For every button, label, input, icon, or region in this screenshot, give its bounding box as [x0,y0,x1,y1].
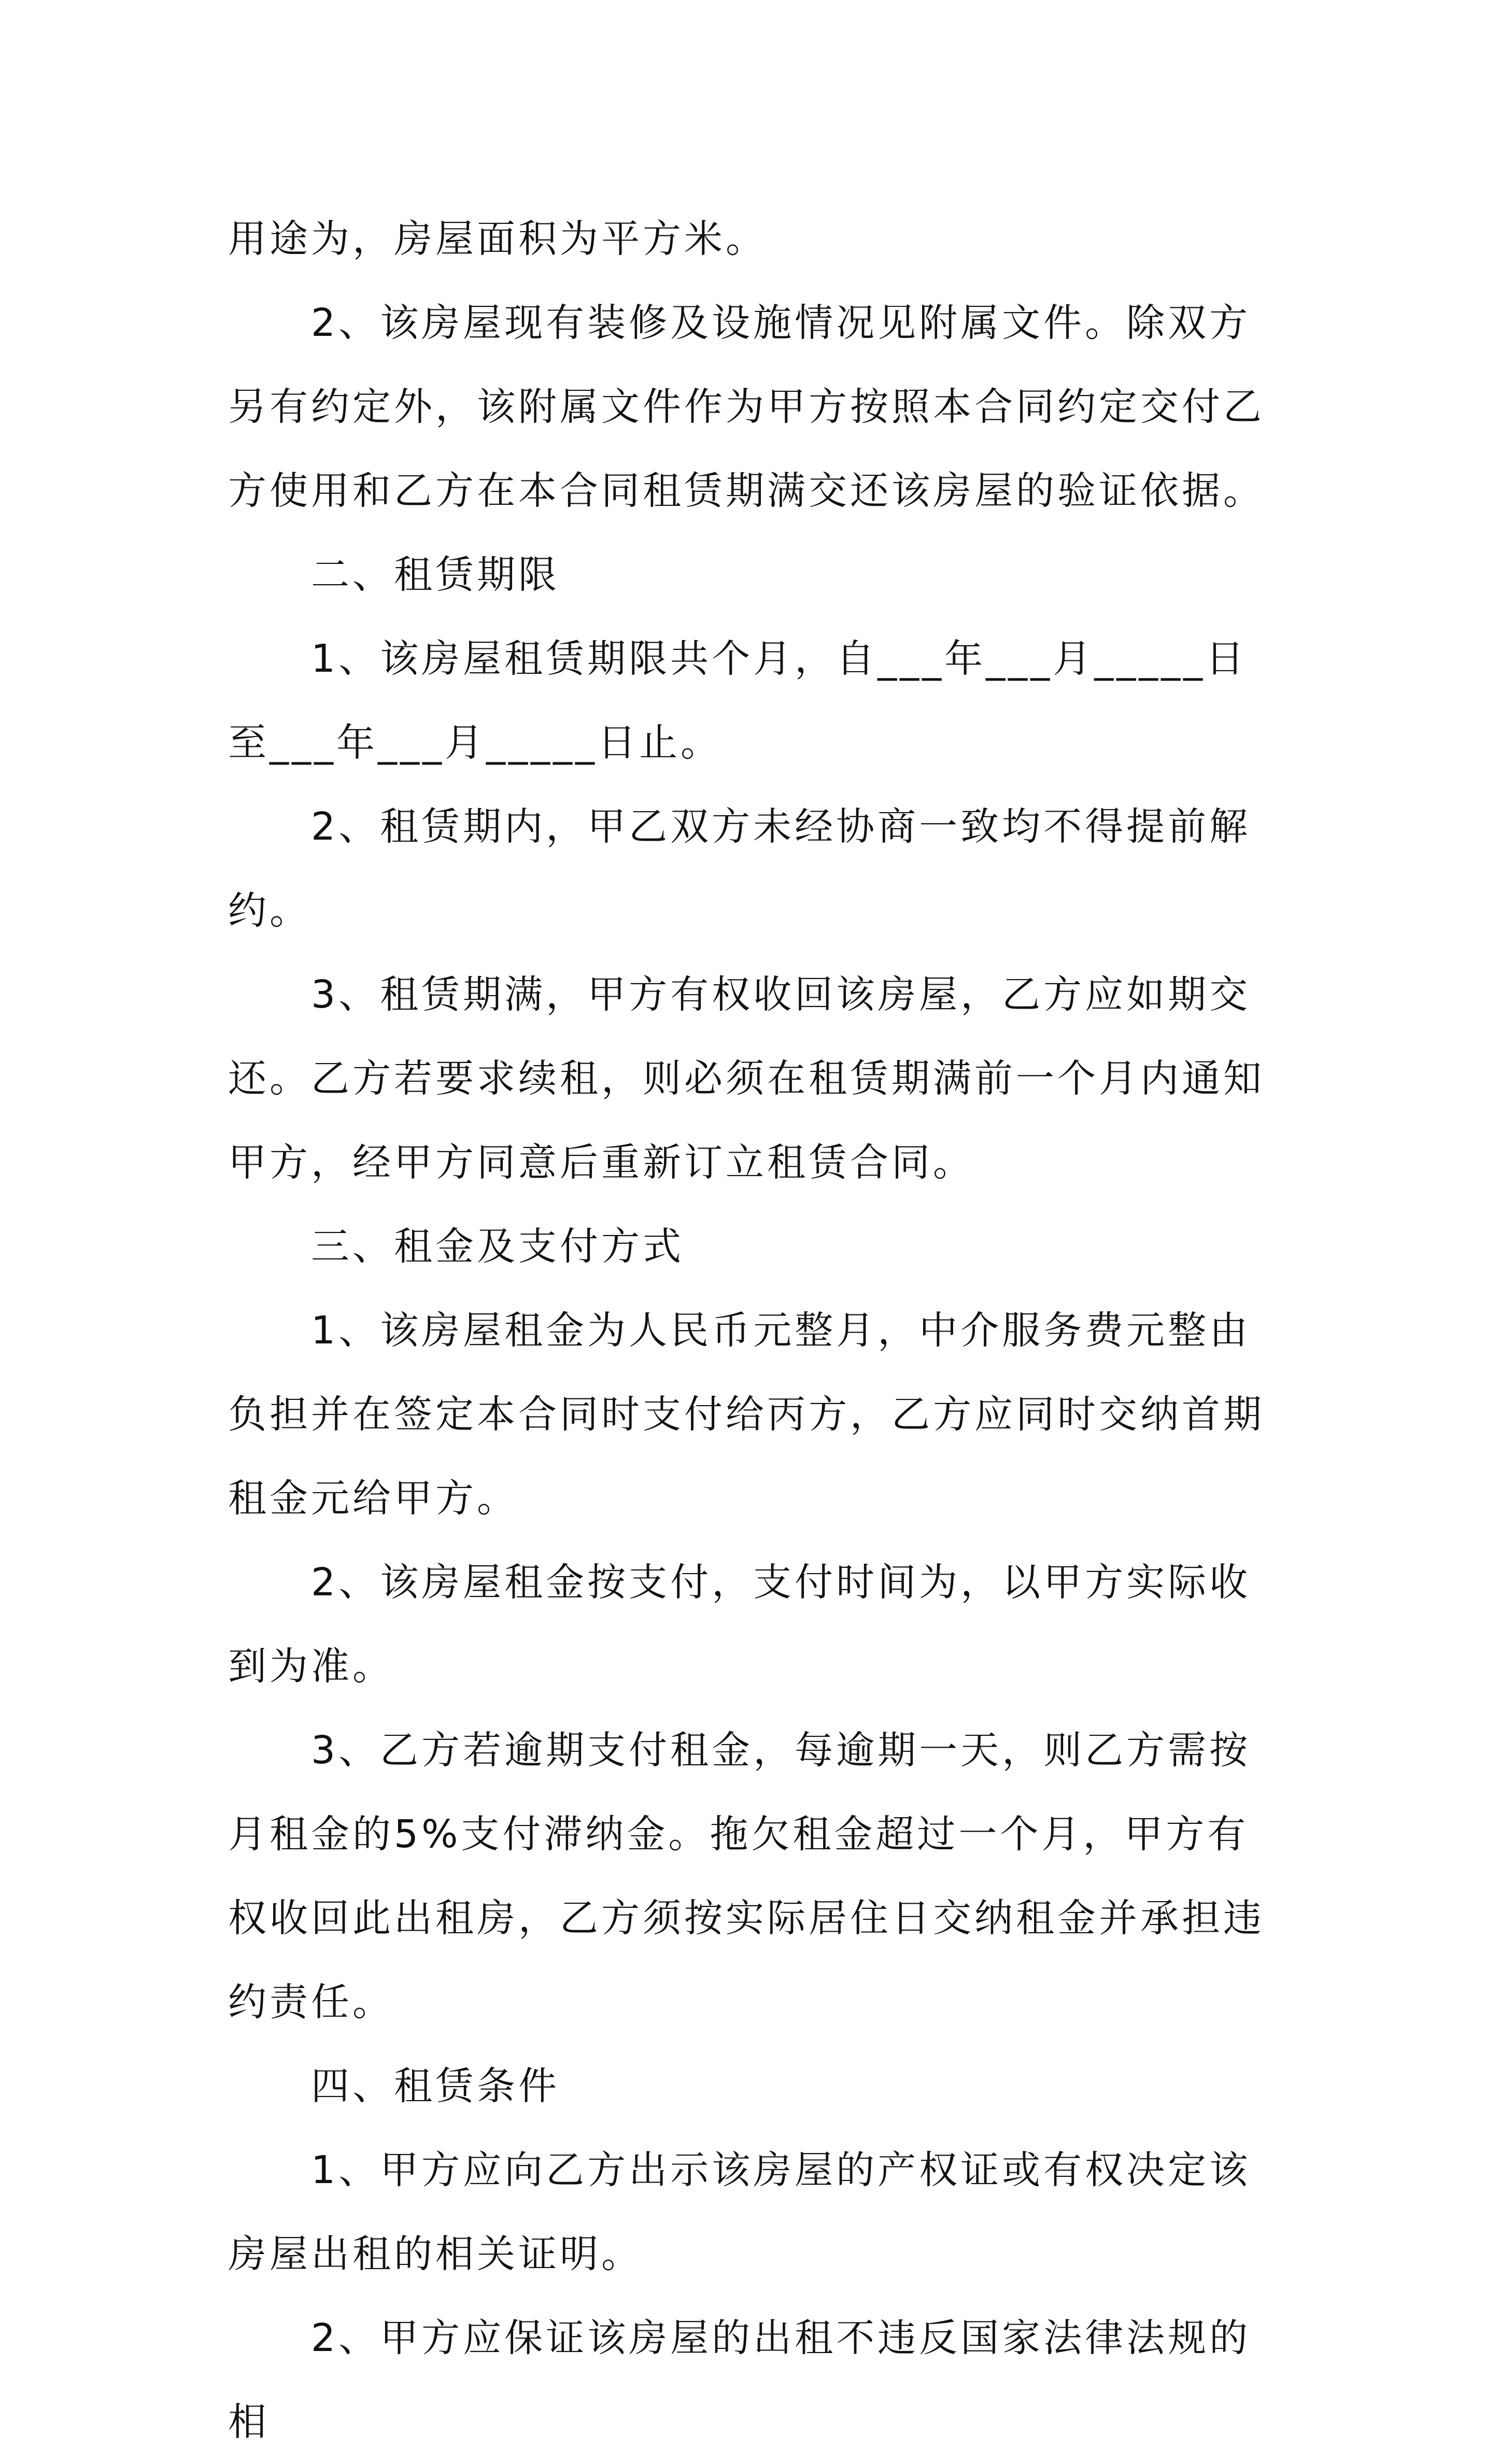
paragraph-clause-3-2: 2、该房屋租金按支付，支付时间为，以甲方实际收到为准。 [228,1560,1251,1689]
section-heading-lease-term: 二、租赁期限 [311,553,560,597]
paragraph-usage: 用途为，房屋面积为平方米。 [228,217,767,261]
paragraph-clause-2-1: 1、该房屋租赁期限共个月，自___年___月_____日至___年___月_____日止。 [228,636,1248,765]
paragraph-clause-2-2: 2、租赁期内，甲乙双方未经协商一致均不得提前解约。 [228,804,1251,933]
paragraph-clause-4-1: 1、甲方应向乙方出示该房屋的产权证或有权决定该房屋出租的相关证明。 [228,2148,1251,2276]
document-body [228,197,1280,2464]
paragraph-clause-3-3: 3、乙方若逾期支付租金，每逾期一天，则乙方需按月租金的5%支付滞纳金。拖欠租金超过一个月，甲方有权收回此出租房，乙方须按实际居住日交纳租金并承担违约责任。 [228,1728,1265,2024]
section-heading-rent-payment: 三、租金及支付方式 [311,1224,684,1269]
paragraph-clause-1-2: 2、该房屋现有装修及设施情况见附属文件。除双方另有约定外，该附属文件作为甲方按照本合同约定交付乙方使用和乙方在本合同租赁期满交还该房屋的验证依据。 [228,301,1265,513]
paragraph-clause-2-3: 3、租赁期满，甲方有权收回该房屋，乙方应如期交还。乙方若要求续租，则必须在租赁期满前一个月内通知甲方，经甲方同意后重新订立租赁合同。 [228,972,1265,1185]
paragraph-clause-4-2: 2、甲方应保证该房屋的出租不违反国家法律法规的相 [228,2316,1251,2444]
paragraph-clause-3-1: 1、该房屋租金为人民币元整月，中介服务费元整由负担并在签定本合同时支付给丙方，乙方应同时交纳首期租金元给甲方。 [228,1308,1265,1521]
section-heading-lease-conditions: 四、租赁条件 [311,2064,560,2108]
